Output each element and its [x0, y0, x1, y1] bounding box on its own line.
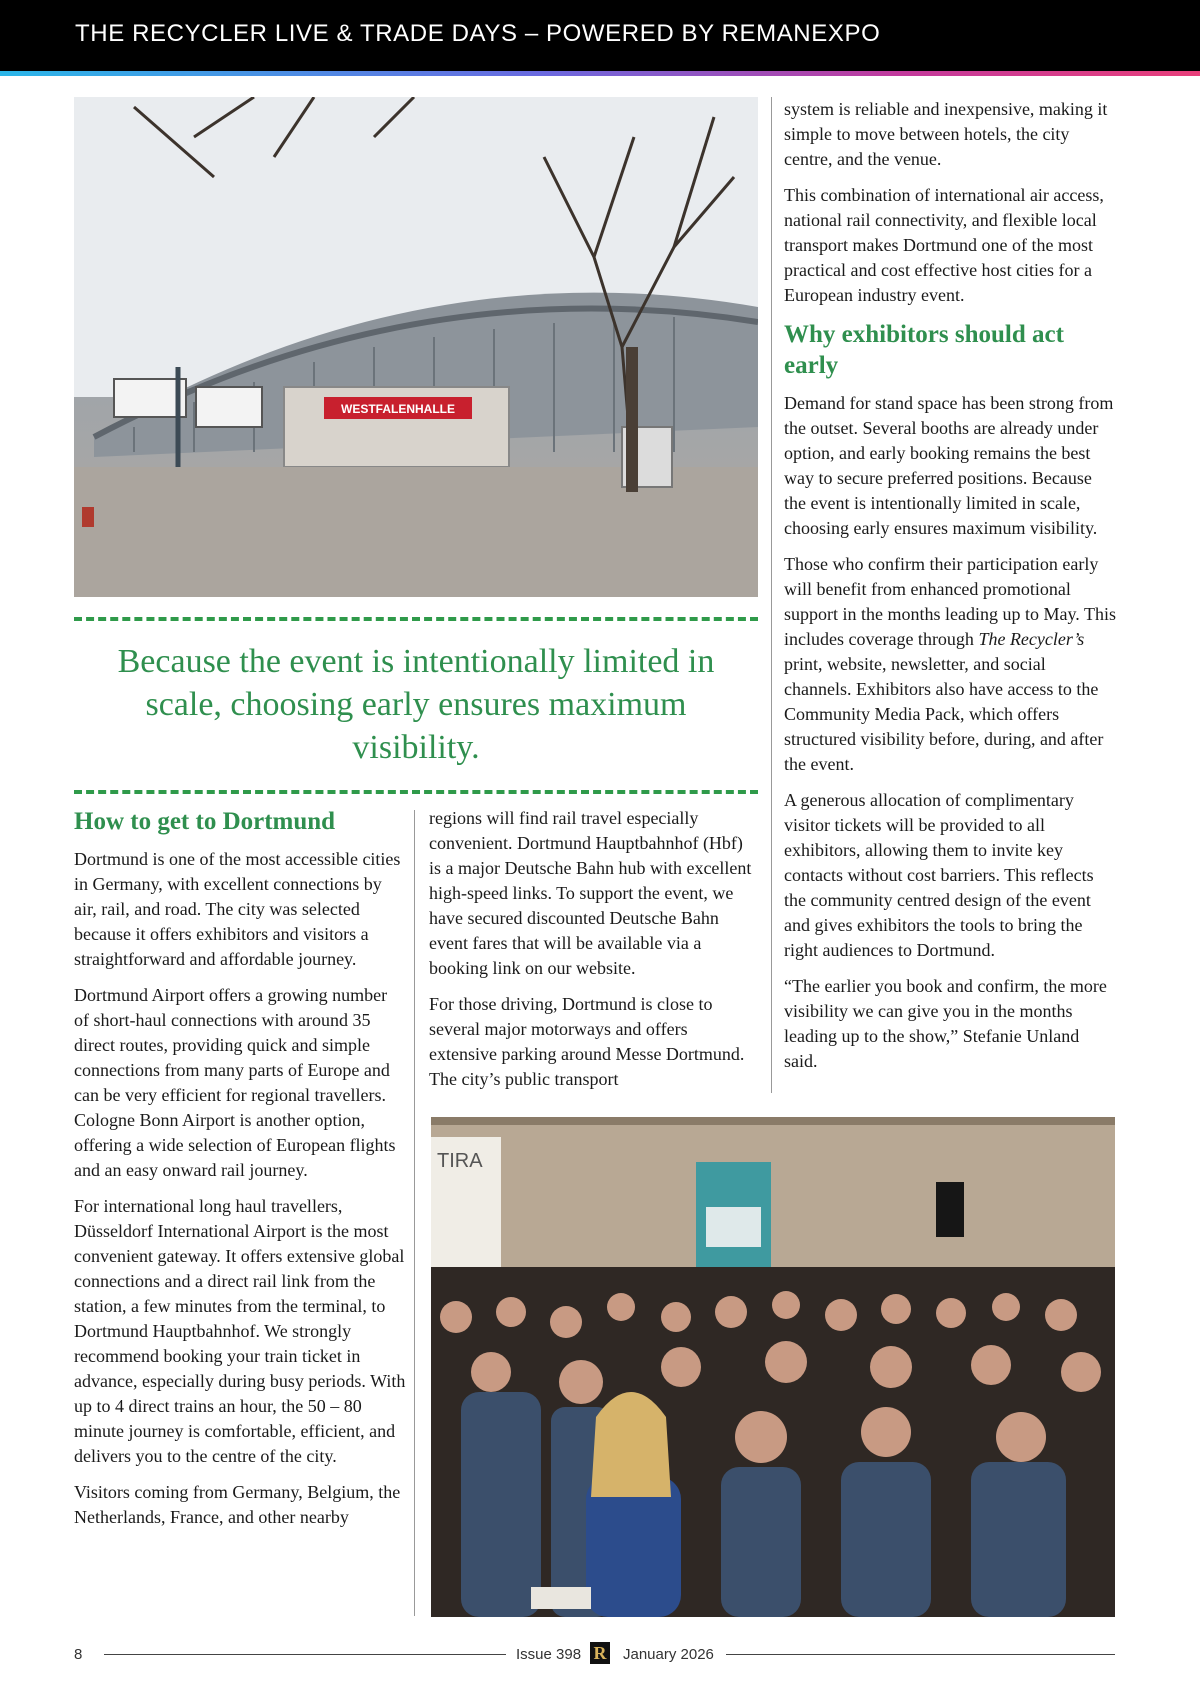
- page-number: 8: [74, 1646, 83, 1663]
- article-column-2: [429, 806, 759, 1103]
- westfalenhalle-illustration: [74, 97, 758, 597]
- travel-paragraph-5: regions will find rail travel especially convenient. Dortmund Hauptbahnhof (Hbf) is a major Deutsche Bahn hub with excellent high-speed links. To support the event, we have secured discounted Deutsche Bahn event fares that will be available via a booking link on our website.: [429, 808, 752, 978]
- pullquote: Because the event is intentionally limited in scale, choosing early ensures maximum visibility.: [117, 643, 715, 766]
- article-column-1: [74, 806, 406, 1541]
- pullquote-top-divider: [74, 617, 758, 621]
- page-header: [0, 0, 1200, 71]
- footer-rule-right: [726, 1654, 1115, 1655]
- column-rule-2: [771, 97, 772, 1093]
- exhibitors-paragraph-4: “The earlier you book and confirm, the more visibility we can give you in the months leading up to the show,” Stefanie Unland said.: [784, 976, 1107, 1071]
- heading-how-to-get-to-dortmund: How to get to Dortmund: [74, 808, 336, 835]
- column-rule-1: [414, 810, 415, 1616]
- travel-paragraph-4: Visitors coming from Germany, Belgium, the Netherlands, France, and other nearby: [74, 1482, 401, 1527]
- exhibitors-paragraph-2-start: Those who confirm their participation early will benefit from enhanced promotional support in the months leading up to May. This includes coverage through: [784, 554, 1116, 649]
- travel-paragraph-3: For international long haul travellers, Düsseldorf International Airport is the most convenient gateway. It offers extensive global connections and a direct rail link from the station, a few minutes from the terminal, to Dortmund Hauptbahnhof. We strongly recommend booking your train ticket in advance, especially during busy periods. With up to 4 direct trains an hour, the 50 – 80 minute journey is comfortable, efficient, and delivers you to the centre of the city.: [74, 1196, 406, 1466]
- travel-paragraph-2: Dortmund Airport offers a growing number of short-haul connections with around 35 direct routes, providing quick and simple connections from many parts of Europe and can be very efficient for regional travellers. Cologne Bonn Airport is another option, offering a wide selection of European flights and an easy onward rail journey.: [74, 985, 396, 1180]
- conference-banner-text: TIRA: [437, 1150, 483, 1172]
- pullquote-bottom-divider: [74, 790, 758, 794]
- article-column-3: [784, 97, 1116, 1085]
- publication-title: The Recycler’s: [978, 629, 1085, 649]
- conference-audience-photo: [431, 1117, 1115, 1617]
- travel-paragraph-8: This combination of international air access, national rail connectivity, and flexible local transport makes Dortmund one of the most practical and cost effective host cities for a European industry event.: [784, 185, 1104, 305]
- conference-audience-illustration: [431, 1117, 1115, 1617]
- exhibitors-paragraph-3: A generous allocation of complimentary visitor tickets will be provided to all exhibitors, allowing them to invite key contacts without cost barriers. This reflects the community centred design of the event and gives exhibitors the tools to bring the right audiences to Dortmund.: [784, 790, 1094, 960]
- exhibitors-paragraph-1: Demand for stand space has been strong from the outset. Several booths are already under option, and early booking remains the best way to secure preferred positions. Because the event is intentionally limited in scale, choosing early ensures maximum visibility.: [784, 393, 1114, 538]
- recycler-logo: R: [590, 1642, 610, 1664]
- exhibitors-paragraph-2-end: print, website, newsletter, and social channels. Exhibitors also have access to the Community Media Pack, which offers structured visibility before, during, and after the event.: [784, 654, 1104, 774]
- westfalenhalle-photo: [74, 97, 758, 597]
- page-footer: [0, 1642, 1200, 1666]
- issue-date: January 2026: [623, 1646, 714, 1663]
- travel-paragraph-1: Dortmund is one of the most accessible cities in Germany, with excellent connections by air, rail, and road. The city was selected because it offers exhibitors and visitors a straightforward and affordable journey.: [74, 849, 401, 969]
- travel-paragraph-7: system is reliable and inexpensive, making it simple to move between hotels, the city centre, and the venue.: [784, 99, 1108, 169]
- header-title: THE RECYCLER LIVE & TRADE DAYS – POWERED BY REMANEXPO: [75, 20, 881, 47]
- header-gradient-stripe: [0, 71, 1200, 76]
- venue-sign-text: WESTFALENHALLE: [341, 402, 455, 416]
- heading-why-exhibitors-should-act-early: Why exhibitors should act early: [784, 321, 1064, 379]
- exhibitors-paragraph-2: [784, 552, 1116, 777]
- travel-paragraph-6: For those driving, Dortmund is close to several major motorways and offers extensive parking around Messe Dortmund. The city’s public transport: [429, 994, 745, 1089]
- footer-rule-left: [104, 1654, 506, 1655]
- issue-number: Issue 398: [516, 1646, 582, 1663]
